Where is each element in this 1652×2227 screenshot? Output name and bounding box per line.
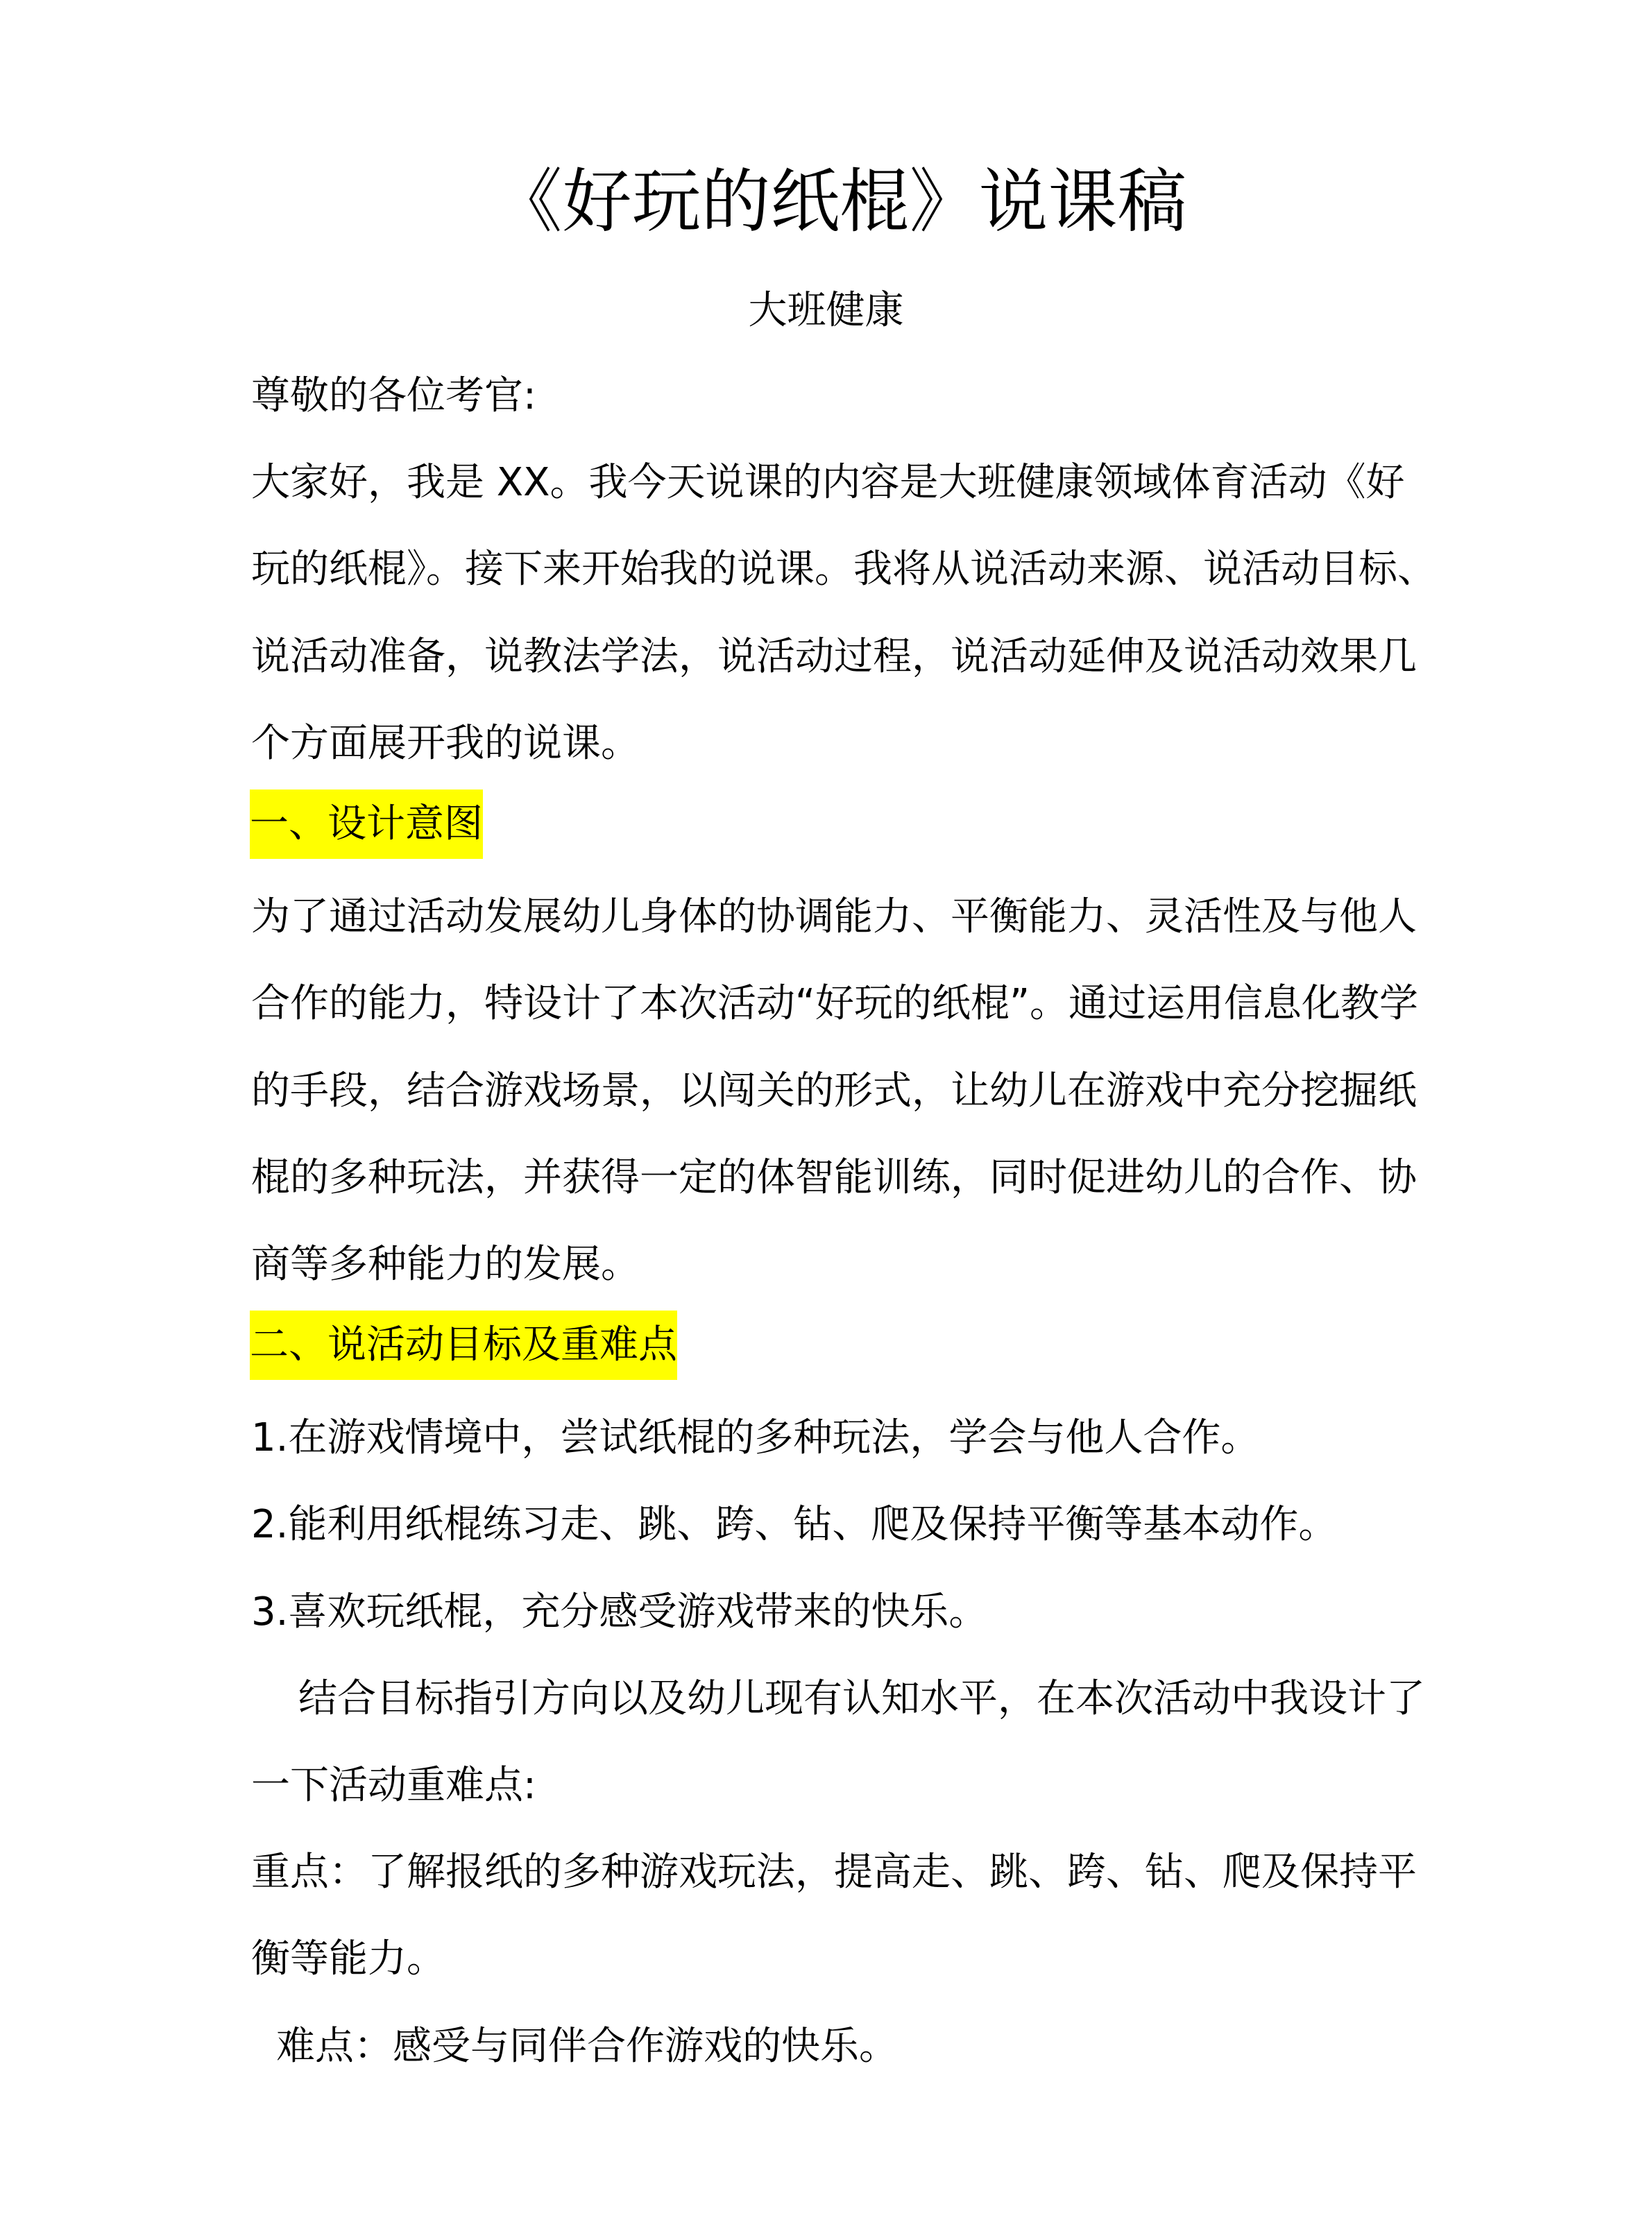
design-intent-paragraph <box>251 873 1419 1308</box>
paragraph-line: 的手段，结合游戏场景，以闯关的形式，让幼儿在游戏中充分挖掘纸 <box>251 1068 1417 1114</box>
paragraph-line: 棍的多种玩法，并获得一定的体智能训练，同时促进幼儿的合作、协 <box>251 1154 1417 1200</box>
intro-line: 大家好，我是 XX。我今天说课的内容是大班健康领域体育活动《好 <box>251 460 1405 506</box>
intro-paragraph <box>251 439 1436 787</box>
document-body <box>250 352 1436 2090</box>
paragraph-line: 商等多种能力的发展。 <box>251 1241 640 1287</box>
section-1-heading-row <box>251 787 1402 873</box>
key-point-line: 重点：了解报纸的多种游戏玩法，提高走、跳、跨、钻、爬及保持平 <box>251 1850 1417 1895</box>
section-2-heading-row <box>251 1308 1402 1394</box>
summary-paragraph <box>251 1655 1425 1829</box>
document-subtitle: 大班健康 <box>748 288 904 333</box>
intro-line: 说活动准备，说教法学法，说活动过程，说活动延伸及说活动效果几 <box>251 633 1417 679</box>
goals-list <box>251 1394 1402 1655</box>
difficulty-point: 难点：感受与同伴合作游戏的快乐。 <box>276 2023 898 2069</box>
paragraph-line: 为了通过活动发展幼儿身体的协调能力、平衡能力、灵活性及与他人 <box>251 894 1417 940</box>
goal-item: 1.在游戏情境中，尝试纸棍的多种玩法，学会与他人合作。 <box>251 1415 1260 1461</box>
goal-item: 2.能利用纸棍练习走、跳、跨、钻、爬及保持平衡等基本动作。 <box>251 1502 1338 1548</box>
intro-line: 玩的纸棍》。接下来开始我的说课。我将从说活动来源、说活动目标、 <box>251 547 1436 592</box>
section-heading-goals: 二、说活动目标及重难点 <box>250 1311 677 1380</box>
key-point-line: 衡等能力。 <box>251 1936 445 1982</box>
intro-line: 个方面展开我的说课。 <box>251 720 640 766</box>
paragraph-line: 合作的能力，特设计了本次活动“好玩的纸棍”。通过运用信息化教学 <box>251 981 1419 1027</box>
goal-item: 3.喜欢玩纸棍，充分感受游戏带来的快乐。 <box>251 1589 988 1635</box>
section-heading-design-intent: 一、设计意图 <box>250 790 483 859</box>
greeting: 尊敬的各位考官: <box>251 373 536 418</box>
key-point-paragraph <box>251 1829 1417 2002</box>
paragraph-line: 结合目标指引方向以及幼儿现有认知水平，在本次活动中我设计了 <box>298 1675 1425 1721</box>
document-title: 《好玩的纸棍》说课稿 <box>493 161 1187 242</box>
paragraph-line: 一下活动重难点: <box>251 1763 536 1808</box>
